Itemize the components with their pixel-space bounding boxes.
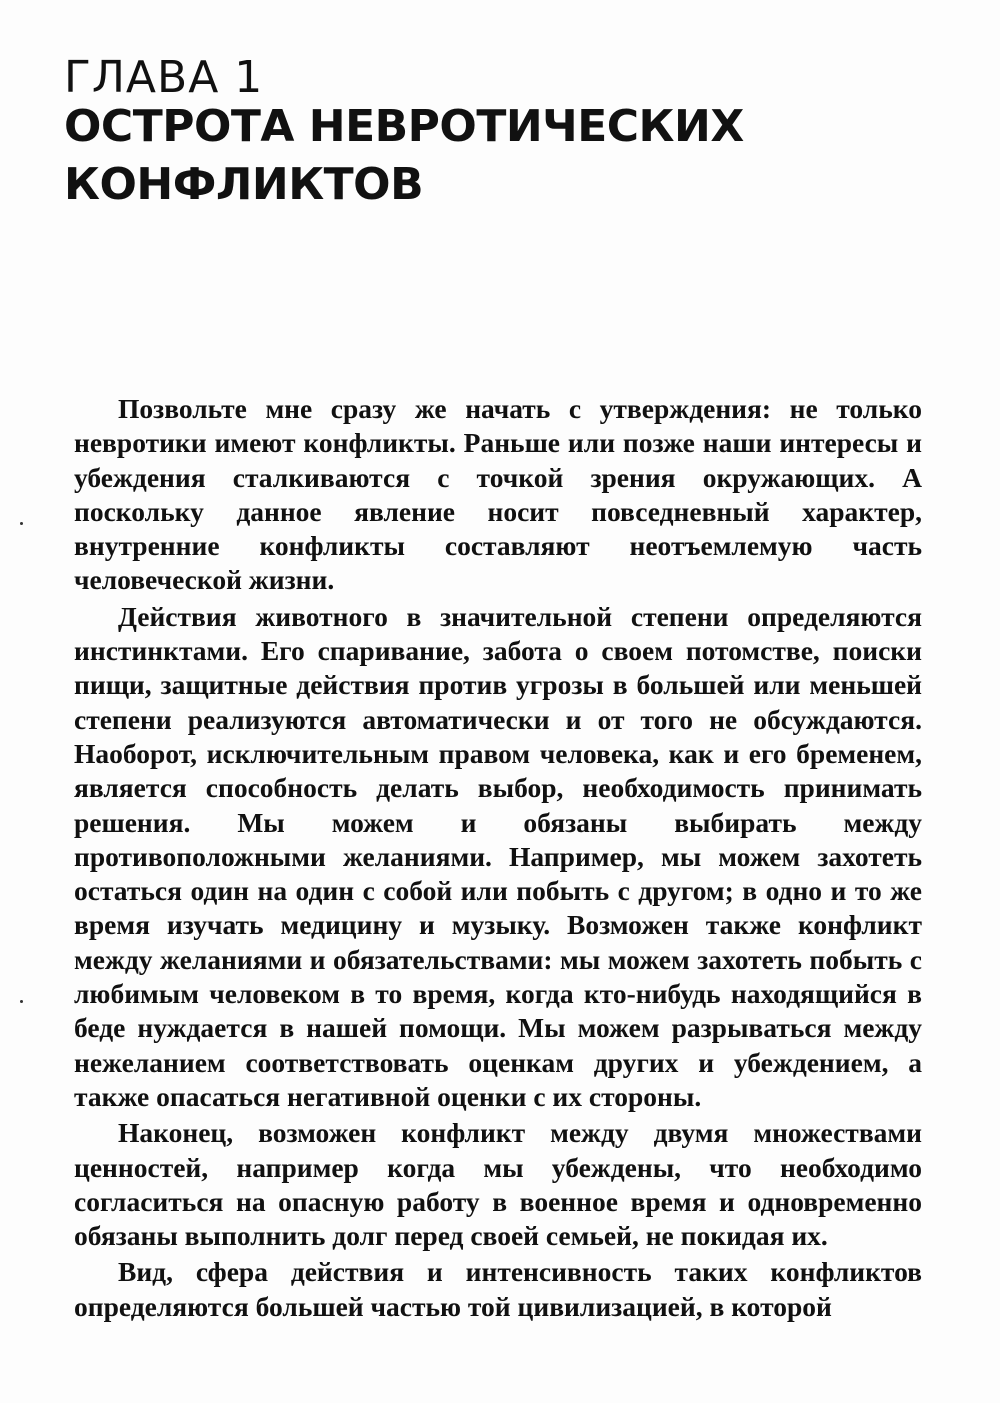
paragraph-2: Действия животного в значительной степени определяются инстинктами. Его спаривание, забота о своем потомстве, поиски пищи, защитные действия против угрозы в большей или меньшей степени реализуются автоматически и от того не обсуждаются. Наоборот, исключительным правом человека, как и его бременем, является способность делать выбор, необходимость принимать решения. Мы можем и обязаны выбирать между противоположными желаниями. Например, мы можем захотеть остаться один на один с собой или побыть с другом; в одно и то же время изучать медицину и музыку. Возможен также конфликт между желаниями и обязательствами: мы можем захотеть побыть с любимым человеком в то время, когда кто-нибудь находящийся в беде нуждается в нашей помощи. Мы можем разрываться между нежеланием соответствовать оценкам других и убеждением, а также опасаться негативной оценки с их стороны. xyxy=(74,600,922,1112)
paragraph-1: Позвольте мне сразу же начать с утверждения: не только невротики имеют конфликты. Раньше или позже наши интересы и убеждения сталкиваются с точкой зрения окружающих. А поскольку данное явление носит повседневный характер, внутренние конфликты составляют неотъемлемую часть человеческой жизни. xyxy=(74,393,922,596)
paragraph-4: Вид, сфера действия и интенсивность таких конфликтов определяются большей частью той цивилизацией, в которой xyxy=(74,1256,922,1322)
chapter-title-line-2: КОНФЛИКТОВ xyxy=(64,159,424,210)
scan-speck xyxy=(20,1000,23,1003)
chapter-title xyxy=(64,98,944,214)
body-text xyxy=(74,392,922,1326)
chapter-title-line-1: ОСТРОТА НЕВРОТИЧЕСКИХ xyxy=(64,101,744,152)
scan-speck xyxy=(20,522,23,525)
paragraph-3: Наконец, возможен конфликт между двумя множествами ценностей, например когда мы убеждены, что необходимо согласиться на опасную работу в военное время и одновременно обязаны выполнить долг перед своей семьей, не покидая их. xyxy=(74,1117,922,1252)
chapter-label: ГЛАВА 1 xyxy=(64,52,264,103)
